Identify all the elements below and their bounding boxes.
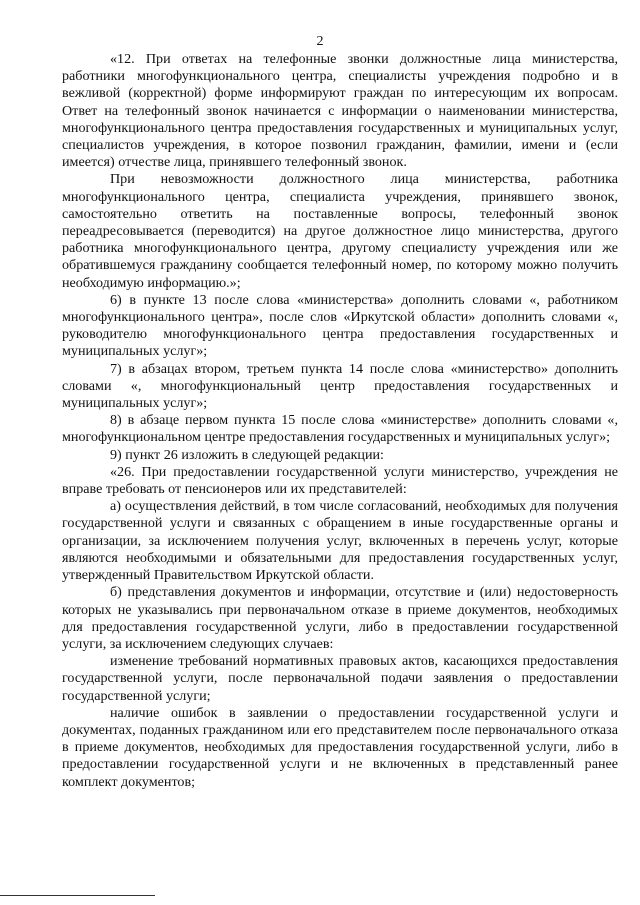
paragraph-item-12: «12. При ответах на телефонные звонки должностные лица министерства, работники многофункционального центра, специалисты учреждения подробно и в вежливой (корректной) форме информируют граждан по интересующим их вопросам. Ответ на телефонный звонок начинается с информации о наименовании министерства, многофункционального центра предоставления государственных и муниципальных услуг, специалистов учреждения, в которое позвонил гражданин, фамилии, имени и (если имеется) отчестве лица, принявшего телефонный звонок. (62, 51, 618, 171)
paragraph-amendment-6: 6) в пункте 13 после слова «министерства» дополнить словами «, работником многофункционального центра», после слов «Иркутской области» дополнить словами «, руководителю многофункционального центра предоставления государственных и муниципальных услуг»; (62, 291, 618, 360)
footnote-divider (0, 895, 155, 896)
paragraph-amendment-9: 9) пункт 26 изложить в следующей редакции: (110, 446, 384, 463)
paragraph-amendment-7: 7) в абзацах втором, третьем пункта 14 после слова «министерство» дополнить словами «, многофункциональный центр предоставления государственных и муниципальных услуг»; (62, 360, 618, 412)
paragraph-item-26: «26. При предоставлении государственной услуги министерство, учреждения не вправе требовать от пенсионеров или их представителей: (62, 463, 618, 498)
paragraph-subitem-a: а) осуществления действий, в том числе согласований, необходимых для получения государственной услуги и связанных с обращением в иные государственные органы и организации, за исключением получения услуг, включенных в перечень услуг, которые являются необходимыми и обязательными для предоставления государственных услуг, утвержденный Правительством Иркутской области. (62, 498, 618, 584)
paragraph-amendment-8: 8) в абзаце первом пункта 15 после слова «министерстве» дополнить словами «, многофункциональном центре предоставления государственных и муниципальных услуг»; (62, 412, 618, 446)
document-body (62, 51, 618, 791)
page-number: 2 (316, 34, 324, 49)
paragraph-case-2: наличие ошибок в заявлении о предоставлении государственной услуги и документах, поданных гражданином или его представителем после первоначального отказа в приеме документов, необходимых для предоставления государственной услуги, либо в предоставлении государственной услуги и не включенных в представленный ранее комплект документов; (62, 704, 618, 790)
paragraph-subitem-b: б) представления документов и информации, отсутствие и (или) недостоверность которых не указывались при первоначальном отказе в приеме документов, необходимых для предоставления государственной услуги, либо в предоставлении государственной услуги, за исключением следующих случаев: (62, 584, 618, 652)
paragraph-item-12-cont: При невозможности должностного лица министерства, работника многофункционального центра, специалиста учреждения, принявшего звонок, самостоятельно ответить на поставленные вопросы, телефонный звонок переадресовывается (переводится) на другое должностное лицо министерства, другого работника многофункционального центра, другому специалисту учреждения или же обратившемуся гражданину сообщается телефонный номер, по которому можно получить необходимую информацию.»; (62, 171, 618, 291)
paragraph-case-1: изменение требований нормативных правовых актов, касающихся предоставления государственной услуги, после первоначальной подачи заявления о предоставлении государственной услуги; (62, 653, 618, 704)
